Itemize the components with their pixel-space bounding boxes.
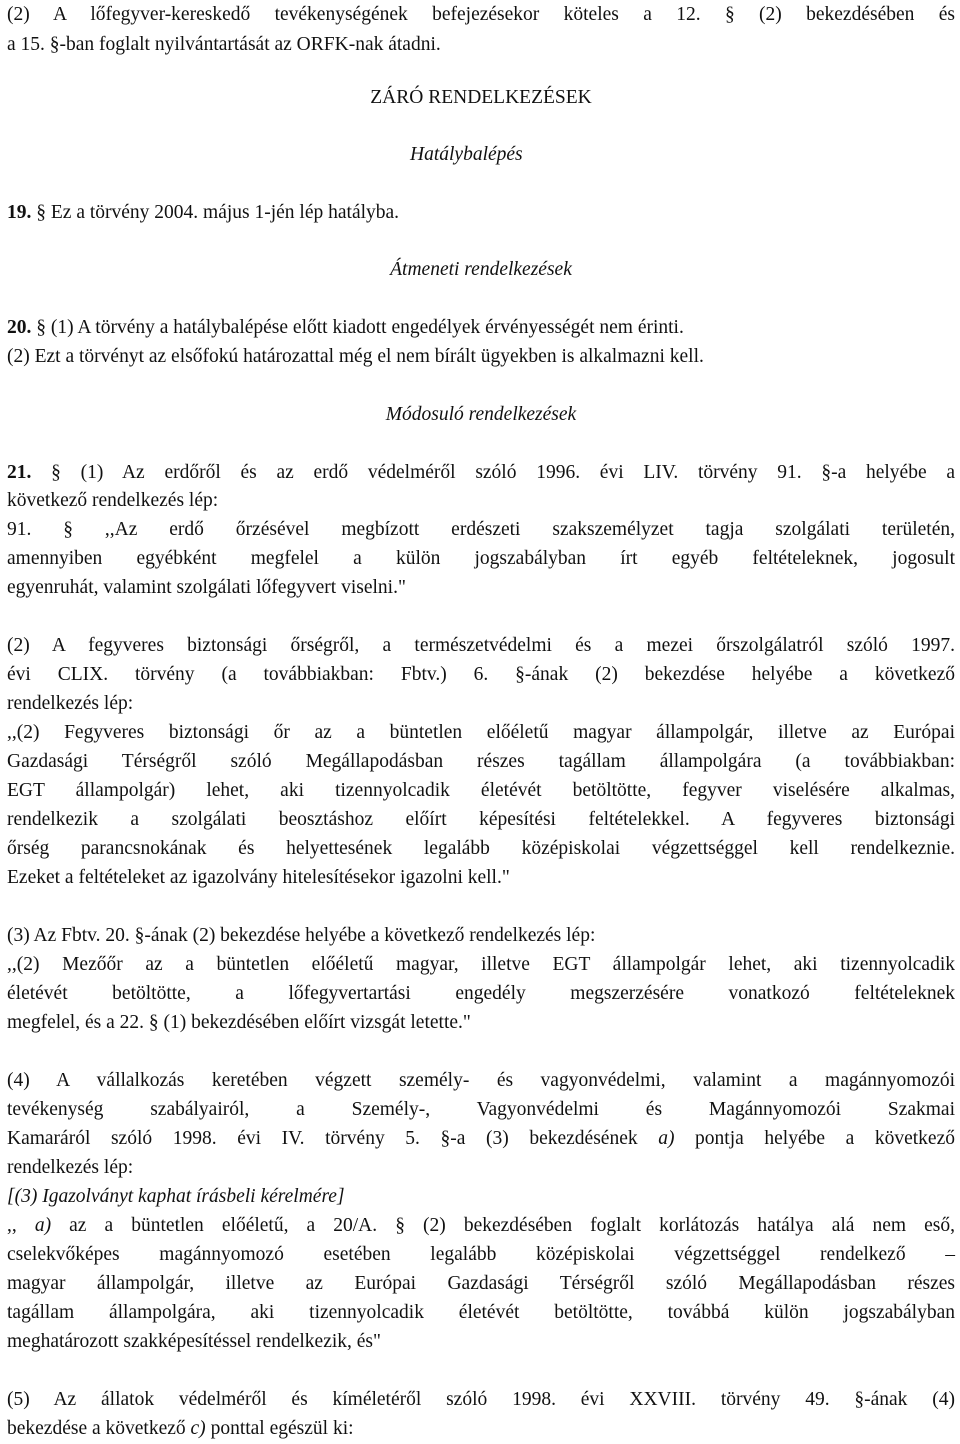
text-segment-italic: c) — [190, 1418, 206, 1439]
text-line: következő rendelkezés lép: — [7, 490, 219, 511]
section-number: 21. — [7, 462, 32, 483]
section-number: 19. — [7, 202, 32, 223]
text-line: 91. § ,,Az erdő őrzésével megbízott erdészeti szakszemélyzet tagja szolgálati területén, — [7, 519, 955, 540]
text-line: életévét betöltötte, a lőfegyvertartási engedély megszerzésére vonatkozó feltételeknek — [7, 983, 955, 1004]
text-segment: ponttal egészül ki: — [205, 1418, 354, 1439]
text-line: (2) A fegyveres biztonsági őrségről, a természetvédelmi és a mezei őrszolgálatról szóló 1997. — [7, 635, 955, 656]
text-line: tevékenység szabályairól, a Személy-, Vagyonvédelmi és Magánnyomozói Szakmai — [7, 1099, 955, 1120]
text-line: évi CLIX. törvény (a továbbiakban: Fbtv.) 6. §-ának (2) bekezdése helyébe a következő — [7, 664, 955, 685]
text-line: [(3) Igazolványt kaphat írásbeli kérelmére] — [7, 1186, 345, 1207]
text-segment: pontja helyébe a következő — [674, 1128, 955, 1149]
text-segment: az a büntetlen előéletű, a 20/A. § (2) bekezdésében foglalt korlátozás hatálya alá nem eső, — [51, 1215, 956, 1236]
text-line: meghatározott szakképesítéssel rendelkezik, és" — [7, 1331, 381, 1352]
text-line: rendelkezik a szolgálati beosztáshoz előírt képesítési feltételekkel. A fegyveres biztonsági — [7, 809, 955, 830]
text-line: tagállam állampolgára, aki tizennyolcadik életévét betöltötte, továbbá külön jogszabályban — [7, 1302, 955, 1323]
text-line — [7, 1127, 955, 1151]
section-text: § (1) A törvény a hatálybalépése előtt kiadott engedélyek érvényességét nem érinti. — [31, 317, 684, 338]
subheading-modosulo: Módosuló rendelkezések — [385, 404, 577, 425]
text-line: ,,(2) Fegyveres biztonsági őr az a büntetlen előéletű magyar állampolgár, illetve az Európai — [7, 722, 955, 743]
text-segment: Kamaráról szóló 1998. évi IV. törvény 5. §-a (3) bekezdésének — [7, 1128, 659, 1149]
text-line: (2) A lőfegyver-kereskedő tevékenységének befejezésekor köteles a 12. § (2) bekezdésében és — [7, 4, 955, 25]
text-line: Ezeket a feltételeket az igazolvány hitelesítésekor igazolni kell." — [7, 867, 510, 888]
text-line — [7, 1417, 955, 1441]
text-line: cselekvőképes magánnyomozó esetében legalább középiskolai végzettséggel rendelkező – — [7, 1244, 955, 1265]
text-line: (2) Ezt a törvényt az elsőfokú határozattal még el nem bírált ügyekben is alkalmazni kell. — [7, 346, 704, 367]
subheading-atmeneti: Átmeneti rendelkezések — [390, 259, 572, 280]
text-line: (3) Az Fbtv. 20. §-ának (2) bekezdése helyébe a következő rendelkezés lép: — [7, 925, 596, 946]
section-text: § Ez a törvény 2004. május 1-jén lép hatályba. — [31, 202, 400, 223]
text-segment-italic: a) — [658, 1128, 675, 1149]
subheading-hatalybalepes: Hatálybalépés — [410, 144, 523, 165]
text-line: amennyiben egyébként megfelel a külön jogszabályban írt egyéb feltételeknek, jogosult — [7, 548, 955, 569]
text-line: őrség parancsnokának és helyettesének legalább középiskolai végzettséggel kell rendelkeznie. — [7, 838, 955, 859]
text-segment-italic: a) — [34, 1215, 52, 1236]
section-21 — [7, 461, 955, 485]
text-line: egyenruhát, valamint szolgálati lőfegyvert viselni." — [7, 577, 406, 598]
text-line: EGT állampolgár) lehet, aki tizennyolcadik életévét betöltötte, fegyver viselésére alkalmas, — [7, 780, 955, 801]
text-line: megfelel, és a 22. § (1) bekezdésében előírt vizsgát letette." — [7, 1012, 471, 1033]
section-20 — [7, 316, 955, 340]
text-line: (4) A vállalkozás keretében végzett személy- és vagyonvédelmi, valamint a magánnyomozói — [7, 1070, 955, 1091]
text-line: Gazdasági Térségről szóló Megállapodásban részes tagállam állampolgára (a továbbiakban: — [7, 751, 955, 772]
text-segment: bekezdése a következő — [7, 1418, 191, 1439]
text-line — [7, 1214, 955, 1238]
section-heading: ZÁRÓ RENDELKEZÉSEK — [370, 87, 592, 108]
text-line: a 15. §-ban foglalt nyilvántartását az ORFK-nak átadni. — [7, 34, 441, 55]
text-line: rendelkezés lép: — [7, 1157, 134, 1178]
section-19 — [7, 201, 955, 225]
text-segment: ,, — [7, 1215, 35, 1236]
section-text: § (1) Az erdőről és az erdő védelméről szóló 1996. évi LIV. törvény 91. §-a helyébe a — [31, 462, 955, 483]
text-line: rendelkezés lép: — [7, 693, 134, 714]
text-line: (5) Az állatok védelméről és kíméletéről szóló 1998. évi XXVIII. törvény 49. §-ának (4) — [7, 1389, 955, 1410]
text-line: ,,(2) Mezőőr az a büntetlen előéletű magyar, illetve EGT állampolgár lehet, aki tizennyolcadik — [7, 954, 955, 975]
section-number: 20. — [7, 317, 32, 338]
text-line: magyar állampolgár, illetve az Európai Gazdasági Térségről szóló Megállapodásban részes — [7, 1273, 955, 1294]
